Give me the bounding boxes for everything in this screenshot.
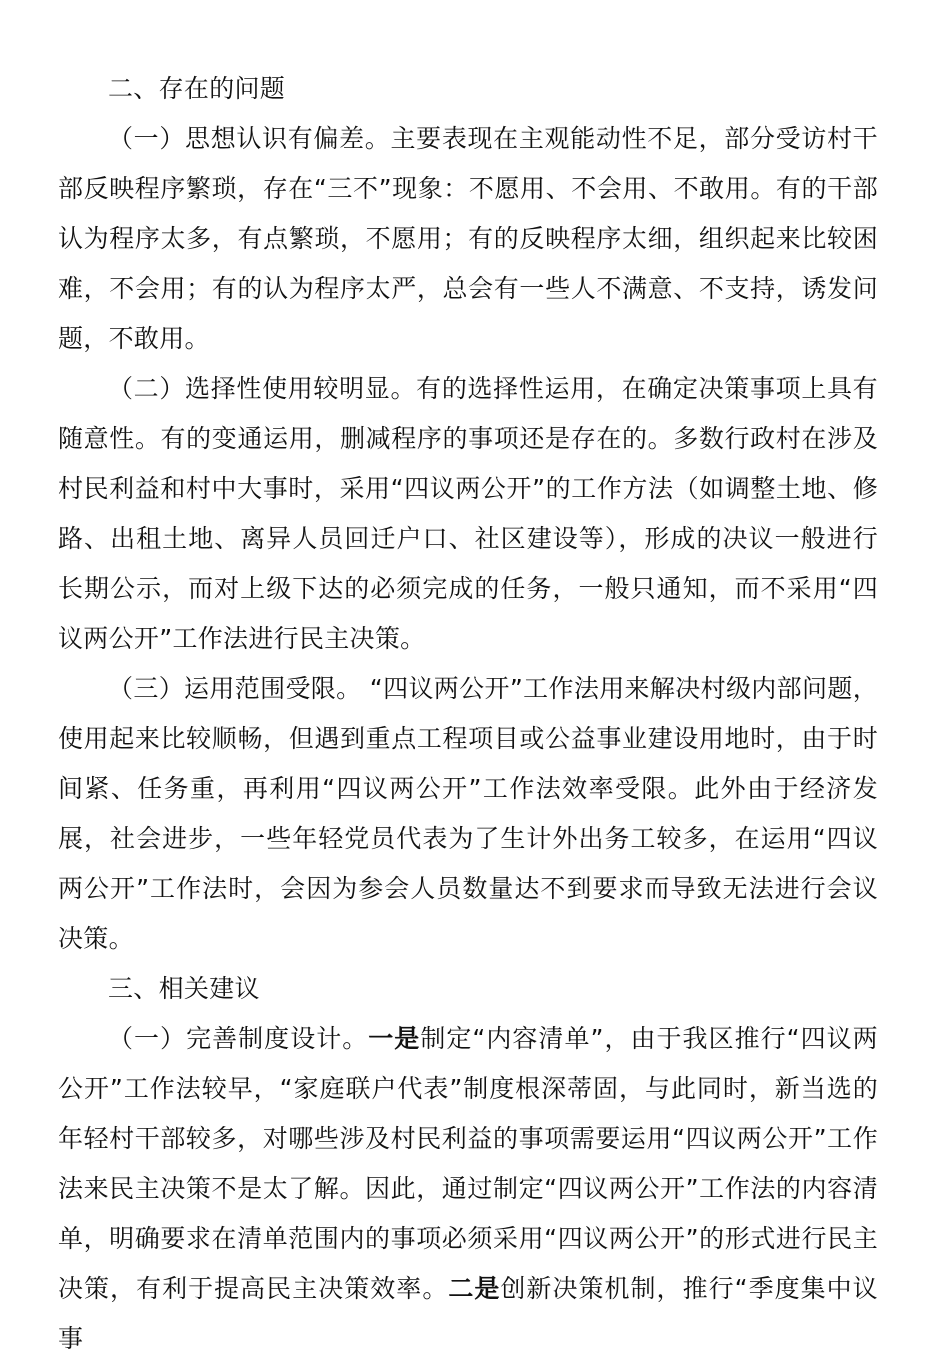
paragraph-system-design [58,1014,878,1364]
bold-marker-first: 一是 [368,1024,421,1053]
document-body [58,64,878,1364]
section-heading-suggestions: 三、相关建议 [108,974,260,1003]
text-run: 创新决策机制，推行“季度集中议事 [58,1274,878,1353]
paragraph-ideological-bias: （一）思想认识有偏差。主要表现在主观能动性不足，部分受访村干部反映程序繁琐，存在“三不”现象：不愿用、不会用、不敢用。有的干部认为程序太多，有点繁琐，不愿用；有的反映程序太细，组织起来比较困难，不会用；有的认为程序太严，总会有一些人不满意、不支持，诱发问题，不敢用。 [58,124,878,353]
paragraph-limited-scope: （三）运用范围受限。 “四议两公开”工作法用来解决村级内部问题，使用起来比较顺畅，但遇到重点工程项目或公益事业建设用地时，由于时间紧、任务重，再利用“四议两公开”工作法效率受限。此外由于经济发展，社会进步，一些年轻党员代表为了生计外出务工较多，在运用“四议两公开”工作法时，会因为参会人员数量达不到要求而导致无法进行会议决策。 [58,674,878,953]
paragraph-selective-use: （二）选择性使用较明显。有的选择性运用，在确定决策事项上具有随意性。有的变通运用，删减程序的事项还是存在的。多数行政村在涉及村民利益和村中大事时，采用“四议两公开”的工作方法（如调整土地、修路、出租土地、离异人员回迁户口、社区建设等），形成的决议一般进行长期公示，而对上级下达的必须完成的任务，一般只通知，而不采用“四议两公开”工作法进行民主决策。 [58,374,878,653]
text-run: 制定“内容清单”，由于我区推行“四议两公开”工作法较早，“家庭联户代表”制度根深蒂固，与此同时，新当选的年轻村干部较多，对哪些涉及村民利益的事项需要运用“四议两公开”工作法来民主决策不是太了解。因此，通过制定“四议两公开”工作法的内容清单，明确要求在清单范围内的事项必须采用“四议两公开”的形式进行民主决策，有利于提高民主决策效率。 [58,1024,878,1303]
section-heading-problems: 二、存在的问题 [108,74,286,103]
text-run: （一）完善制度设计。 [108,1024,369,1053]
bold-marker-second: 二是 [448,1274,501,1303]
